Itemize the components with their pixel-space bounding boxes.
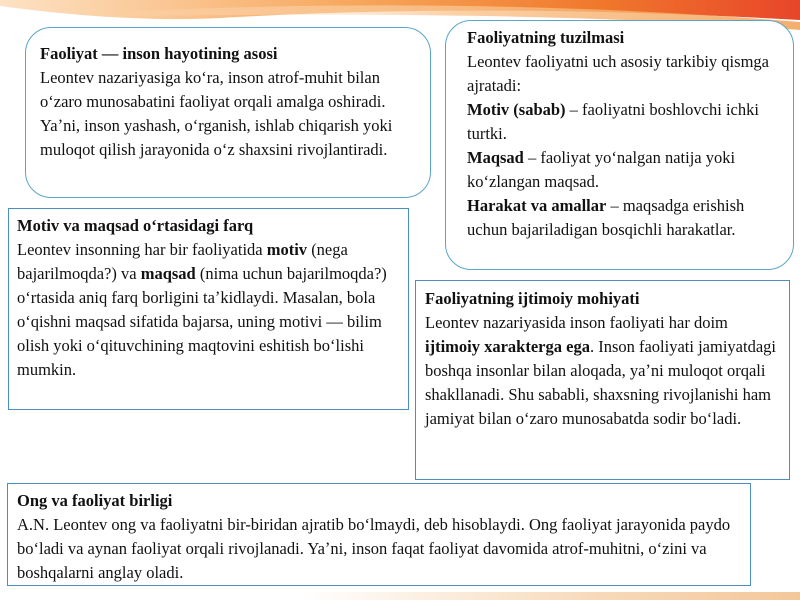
structure-item-desc: – faoliyatni boshlovchi ichki turtki. — [467, 100, 759, 143]
consciousness-activity-unity-title: Ong va faoliyat birligi — [17, 491, 173, 510]
text-run: . Inson faoliyati jamiyatdagi boshqa insonlar bilan aloqada, yaʼni muloqot orqali shakllanadi. Shu sababli, shaxsning rivojlanishi ham jamiyat bilan oʻzaro munosabatda sodir boʻladi. — [425, 337, 776, 428]
structure-item-desc: – maqsadga erishish uchun bajariladigan bosqichli harakatlar. — [467, 196, 745, 239]
text-run: Leontev insonning har bir faoliyatida — [17, 240, 267, 259]
structure-item-desc: – faoliyat yoʻnalgan natija yoki koʻzlangan maqsad. — [467, 148, 736, 191]
structure-item-goal — [467, 146, 785, 194]
bold-term: motiv — [266, 240, 308, 259]
structure-item-term: Motiv (sabab) — [467, 100, 566, 119]
text-run: Leontev nazariyasida inson faoliyati har doim — [425, 313, 728, 332]
structure-item-motive — [467, 98, 785, 146]
social-essence-box — [415, 280, 790, 480]
consciousness-activity-unity-text: A.N. Leontev ong va faoliyatni bir-biridan ajratib boʻlmaydi, deb hisoblaydi. Ong faoliyat jarayonida paydo boʻladi va aynan faoliyat orqali rivojlanadi. Yaʼni, inson faqat faoliyat davomida atrof-muhitni, oʻzini va boshqalarni anglay oladi. — [17, 515, 731, 582]
consciousness-activity-unity-box — [7, 483, 751, 586]
structure-item-term: Maqsad — [467, 148, 524, 167]
motive-goal-difference-box — [8, 208, 409, 410]
social-essence-title: Faoliyatning ijtimoiy mohiyati — [425, 289, 640, 308]
structure-item-actions — [467, 194, 785, 242]
activity-basis-text: Leontev nazariyasiga koʻra, inson atrof-muhit bilan oʻzaro munosabatini faoliyat orqali amalga oshiradi. Yaʼni, inson yashash, oʻrganish, ishlab chiqarish yoki muloqot qilish jarayonida oʻz shaxsini rivojlantiradi. — [40, 68, 393, 159]
bold-term: ijtimoiy xarakterga ega — [425, 337, 590, 356]
motive-goal-difference-text — [17, 238, 400, 382]
motive-goal-difference-title: Motiv va maqsad oʻrtasidagi farq — [17, 216, 254, 235]
structure-item-term: Harakat va amallar — [467, 196, 607, 215]
bold-term: maqsad — [140, 264, 196, 283]
activity-structure-intro: Leontev faoliyatni uch asosiy tarkibiy qismga ajratadi: — [467, 52, 769, 95]
social-essence-text — [425, 311, 781, 431]
activity-basis-box — [25, 27, 431, 198]
text-run: (nega bajarilmoqda?) va — [17, 240, 348, 283]
activity-structure-title: Faoliyatning tuzilmasi — [467, 28, 625, 47]
text-run: (nima uchun bajarilmoqda?) oʻrtasida aniq farq borligini taʼkidlaydi. Masalan, bola oʻqishni maqsad sifatida bajarsa, uning motivi — bilim olish yoki oʻqituvchining maqtovini eshitish boʻlishi mumkin. — [17, 264, 387, 379]
activity-basis-title: Faoliyat — inson hayotining asosi — [40, 44, 278, 63]
decorative-bottom-gradient — [300, 592, 800, 600]
activity-structure-box — [445, 20, 794, 270]
